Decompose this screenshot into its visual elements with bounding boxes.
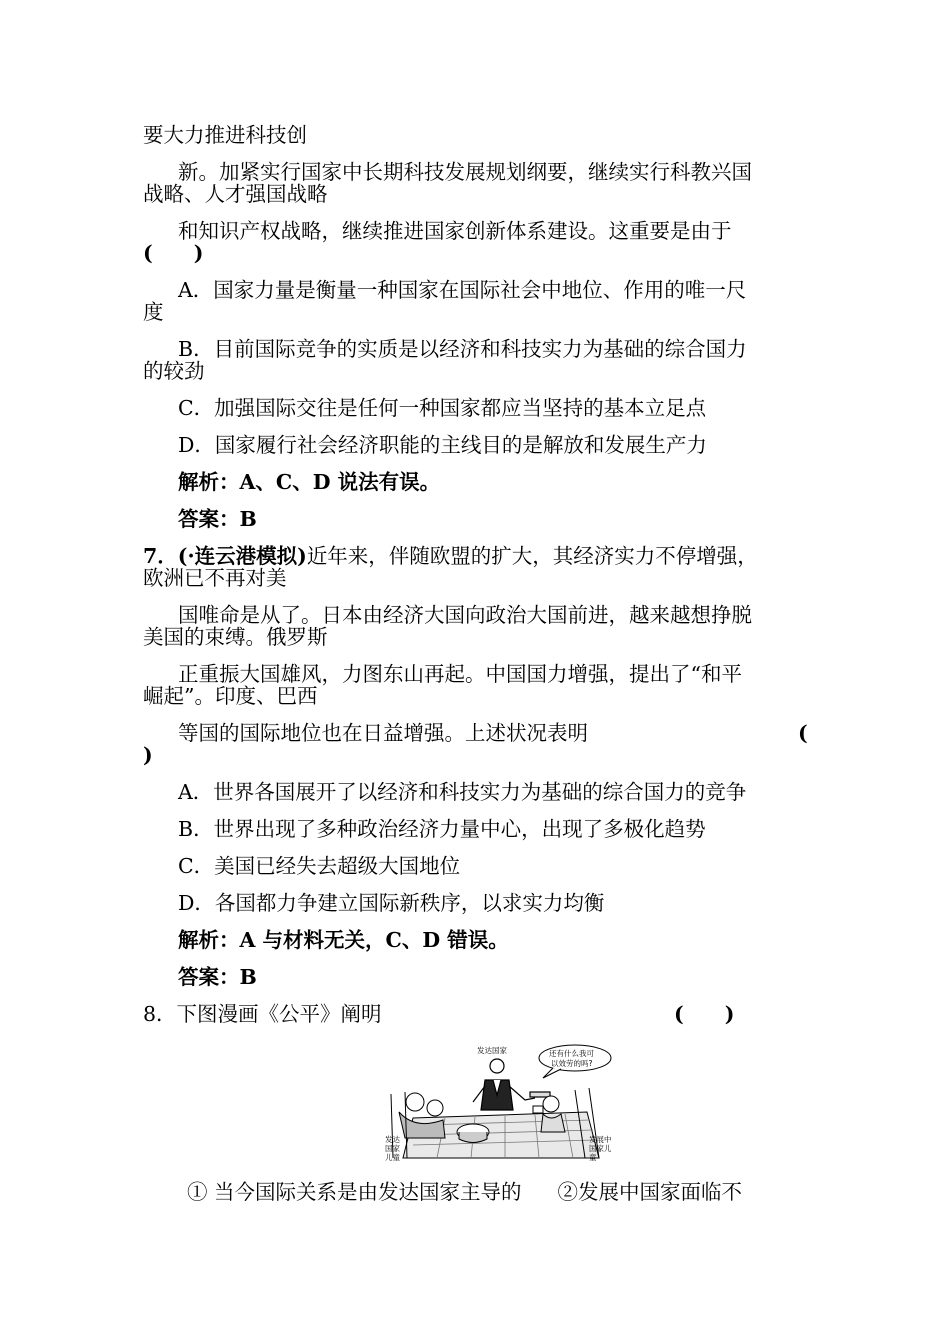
question-6-stem-line-4: 和知识产权战略，继续推进国家创新体系建设。这重要是由于 — [178, 219, 732, 243]
waiter-figure — [473, 1059, 550, 1110]
question-8-stem: 8．下图漫画《公平》阐明 — [143, 1002, 382, 1026]
question-7-stem-line-5: 正重振大国雄风，力图东山再起。中国国力增强，提出了“和平 — [178, 662, 742, 686]
question-7-option-a: A．世界各国展开了以经济和科技实力为基础的综合国力的竞争 — [178, 780, 747, 804]
question-6-option-c: C．加强国际交往是任何一种国家都应当坚持的基本立足点 — [178, 396, 707, 420]
question-7-stem-line-4: 美国的束缚。俄罗斯 — [143, 625, 328, 649]
question-7-option-b: B．世界出现了多种政治经济力量中心，出现了多极化趋势 — [178, 817, 706, 841]
question-7-bracket-close: ) — [143, 743, 153, 767]
question-6-stem-line-3: 战略、人才强国战略 — [143, 182, 328, 206]
question-6-answer-bracket: ( ) — [143, 241, 204, 265]
waiter-label: 发达国家 — [477, 1046, 507, 1055]
question-6-option-a-wrap: 度 — [143, 300, 164, 324]
statement-2: ②发展中国家面临不 — [557, 1180, 743, 1204]
question-6-stem-line-1: 要大力推进科技创 — [143, 123, 307, 147]
question-7-analysis: 解析：A 与材料无关，C、D 错误。 — [178, 928, 509, 952]
svg-text:儿童: 儿童 — [385, 1153, 400, 1162]
question-8-bracket: ( ) — [674, 1002, 735, 1026]
left-label — [385, 1134, 400, 1162]
question-7-bracket-open: ( — [798, 721, 808, 745]
question-6-analysis: 解析：A、C、D 说法有误。 — [178, 470, 441, 494]
bubble-text-1: 还有什么我可 — [549, 1049, 594, 1058]
svg-text:发展中: 发展中 — [589, 1135, 612, 1144]
speech-bubble — [539, 1045, 611, 1078]
svg-text:童: 童 — [589, 1153, 597, 1162]
question-7-stem-line-1 — [143, 545, 758, 567]
question-7-source: 7．(·连云港模拟) — [143, 544, 307, 568]
question-6-option-b: B．目前国际竞争的实质是以经济和科技实力为基础的综合国力 — [178, 337, 747, 361]
question-6-option-a: A．国家力量是衡量一种国家在国际社会中地位、作用的唯一尺 — [178, 278, 747, 302]
question-6-stem-line-2: 新。加紧实行国家中长期科技发展规划纲要，继续实行科教兴国 — [178, 160, 752, 184]
question-7-stem-line-3: 国唯命是从了。日本由经济大国向政治大国前进，越来越想挣脱 — [178, 603, 752, 627]
svg-text:国家: 国家 — [385, 1144, 400, 1153]
question-8-statements — [187, 1181, 742, 1203]
question-7-answer: 答案：B — [178, 965, 257, 989]
svg-text:发达: 发达 — [385, 1135, 400, 1144]
question-7-stem-text: 近年来，伴随欧盟的扩大，其经济实力不停增强， — [306, 544, 758, 568]
question-7-stem-line-2: 欧洲已不再对美 — [143, 566, 287, 590]
question-7-stem-line-6: 崛起”。印度、巴西 — [143, 684, 318, 708]
question-7-option-c: C．美国已经失去超级大国地位 — [178, 854, 461, 878]
fairness-cartoon — [385, 1040, 615, 1168]
right-label — [589, 1134, 612, 1162]
question-7-stem-line-7: 等国的国际地位也在日益增强。上述状况表明 — [178, 721, 588, 745]
svg-text:国家儿: 国家儿 — [589, 1144, 612, 1153]
question-6-option-d: D．国家履行社会经济职能的主线目的是解放和发展生产力 — [178, 433, 707, 457]
question-7-option-d: D．各国都力争建立国际新秩序，以求实力均衡 — [178, 891, 605, 915]
question-6-answer: 答案：B — [178, 507, 257, 531]
statement-1: ① 当今国际关系是由发达国家主导的 — [187, 1180, 522, 1204]
question-6-option-b-wrap: 的较劲 — [143, 359, 205, 383]
bubble-text-2: 以效劳的吗? — [551, 1059, 593, 1068]
